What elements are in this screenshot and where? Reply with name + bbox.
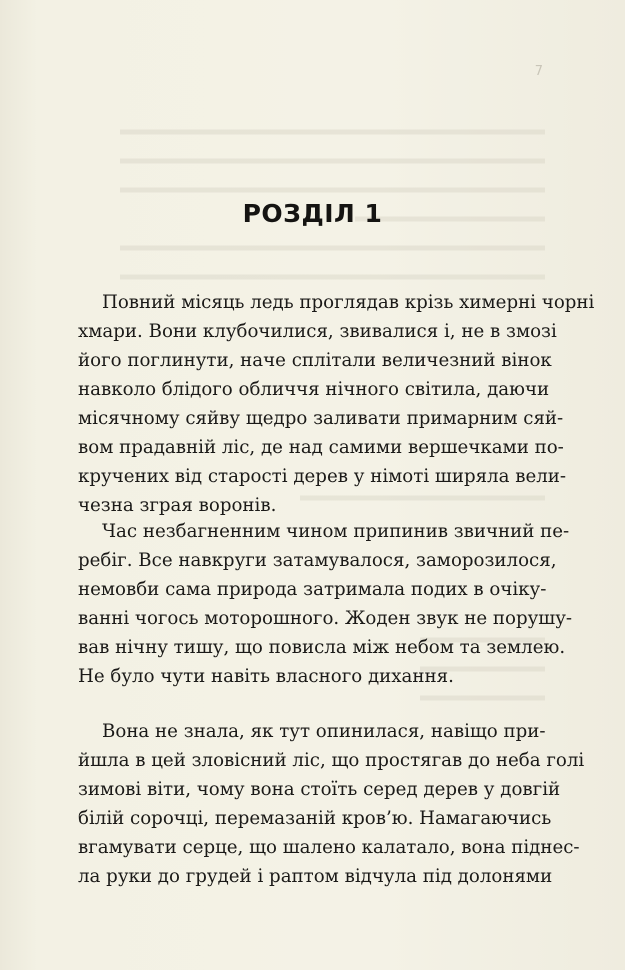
page-number: 7 [534, 64, 543, 79]
paragraph-2 [78, 517, 573, 691]
chapter-title: РОЗДІЛ 1 [242, 199, 383, 228]
text-line: Час незбагненним чином припинив звичний пе- [102, 521, 570, 542]
text-line: ребіг. Все навкруги затамувалося, заморозилося, [78, 550, 557, 571]
text-line: вав нічну тишу, що повисла між небом та землею. [78, 637, 566, 658]
paragraph-3 [78, 717, 585, 891]
text-line: вгамувати серце, що шалено калатало, вона піднес- [78, 837, 580, 858]
text-line: ванні чогось моторошного. Жоден звук не порушу- [78, 608, 573, 629]
text-line: Повний місяць ледь проглядав крізь химерні чорні [102, 292, 595, 313]
text-line: кручених від старості дерев у німоті ширяла вели- [78, 466, 567, 487]
text-line: його поглинути, наче сплітали величезний вінок [78, 350, 552, 371]
text-line: місячному сяйву щедро заливати примарним сяй- [78, 408, 564, 429]
text-line: зимові віти, чому вона стоїть серед дерев у довгій [78, 779, 561, 800]
text-line: вом прадавній ліс, де над самими вершечками по- [78, 437, 564, 458]
text-line: ла руки до грудей і раптом відчула під долонями [78, 866, 553, 887]
paragraph-1 [78, 288, 595, 520]
text-line: навколо блідого обличчя нічного світила, даючи [78, 379, 550, 400]
text-line: хмари. Вони клубочилися, звивалися і, не в змозі [78, 321, 557, 342]
text-line: Не було чути навіть власного дихання. [78, 666, 454, 687]
text-line: білій сорочці, перемазаній кров’ю. Намагаючись [78, 808, 552, 829]
text-line: немовби сама природа затримала подих в очіку- [78, 579, 547, 600]
text-line: чезна зграя воронів. [78, 495, 277, 516]
text-line: йшла в цей зловісний ліс, що простягав до неба голі [78, 750, 585, 771]
text-line: Вона не знала, як тут опинилася, навіщо при- [102, 721, 546, 742]
